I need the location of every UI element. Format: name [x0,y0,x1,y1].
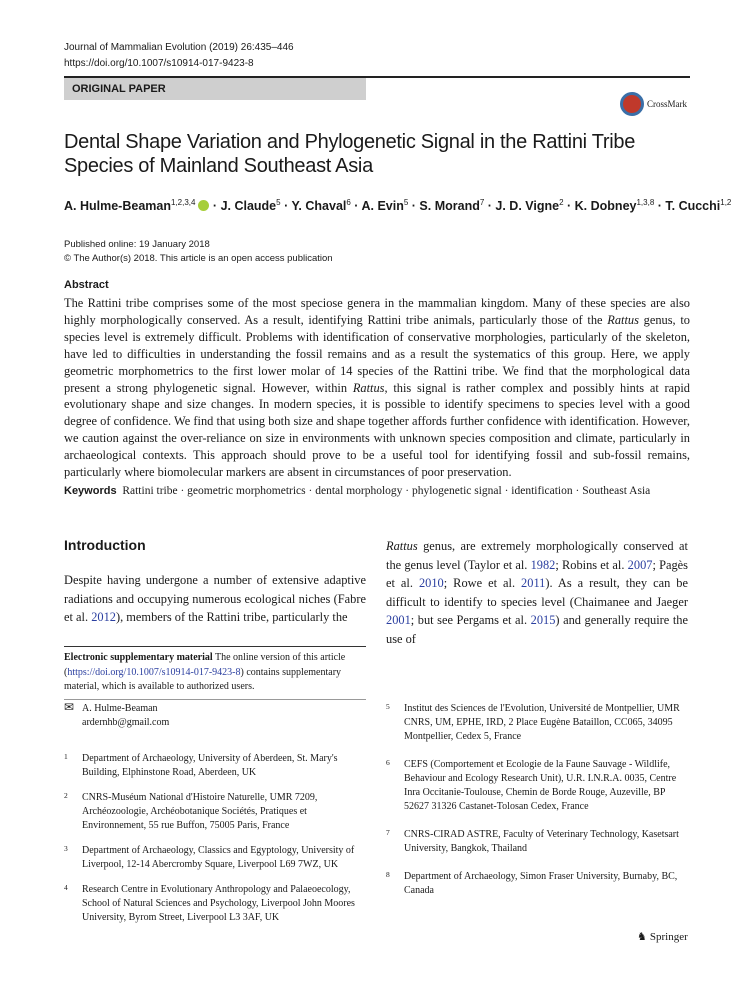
affiliation-number: 5 [386,702,390,711]
author-separator: · [484,199,496,214]
author-separator: · [209,199,221,214]
citation-link[interactable]: 1982 [530,557,556,572]
copyright-text: The Author(s) 2018. This article is an open access publication [73,253,333,264]
affiliation-text: CNRS-CIRAD ASTRE, Faculty of Veterinary Technology, Kasetsart University, Bangkok, Thailand [404,829,679,854]
author-separator: · [654,199,666,214]
affiliation-number: 6 [386,758,390,767]
supplementary-link[interactable]: https://doi.org/10.1007/s10914-017-9423-8 [67,666,241,678]
author-affiliation: 2 [559,198,564,207]
author-name[interactable]: A. Evin [361,199,404,214]
affiliation-number: 8 [386,870,390,879]
keywords [64,485,704,497]
intro-left-column: Despite having undergone a number of extensive adaptive radiations and occupying numerous ecological niches (Fabre et al. 2012), members of the Rattini tribe, particularly the [64,573,366,624]
intro-right-column: Rattus genus, are extremely morphologically conserved at the genus level (Taylor et al. 1982; Robins et al. 2007; Pagès et al. 2010; Rowe et al. 2011). As a result, they can be difficult to identify to species level (Chaimanee and Jaeger 2001; but see Pergams et al. 2015) and generally require the use of [386,539,688,646]
affiliation-text: Department of Archaeology, Classics and Egyptology, University of Liverpool, 12-14 Abercromby Square, Liverpool L69 7WZ, UK [82,845,355,870]
section-label: ORIGINAL PAPER [64,78,366,100]
corresponding-author: ✉ A. Hulme-Beaman ardernhb@gmail.com [64,700,170,728]
doi-link[interactable]: https://doi.org/10.1007/s10914-017-9423-8 [64,58,254,69]
author-name[interactable]: J. Claude [220,199,277,214]
citation-link[interactable]: 2015 [530,613,556,627]
affiliations-right [386,702,688,912]
author-affiliation: 1,3,8 [636,198,655,207]
author-separator: · [280,199,292,214]
affiliation [386,758,688,814]
affiliation-number: 3 [64,844,68,853]
affiliation [64,883,366,925]
affiliation-text: Institut des Sciences de l'Evolution, Université de Montpellier, UMR CNRS, UM, EPHE, IRD, 2 Place Eugène Bataillon, CC065, 34095 Montpellier, Cedex 5, France [404,703,680,742]
publication-info [64,238,333,266]
affiliation [64,791,366,833]
published-date: Published online: 19 January 2018 [64,239,210,250]
affiliation-text: Research Centre in Evolutionary Anthropology and Palaeoecology, School of Natural Sciences and Psychology, Liverpool John Moores University, Byrom Street, Liverpool L3 3AF, UK [82,884,355,923]
affiliation-number: 4 [64,883,68,892]
journal-citation: Journal of Mammalian Evolution (2019) 26:435–446 [64,42,294,53]
affiliation [386,828,688,856]
publisher-logo: ♞ Springer [637,930,688,943]
affiliation-text: Department of Archaeology, Simon Fraser University, Burnaby, BC, Canada [404,871,678,896]
crossmark-label: CrossMark [647,99,687,109]
affiliation-number: 2 [64,791,68,800]
author-name[interactable]: S. Morand [419,199,480,214]
author-name[interactable]: Y. Chaval [291,199,347,214]
envelope-icon: ✉ [64,700,75,714]
author-separator: · [350,199,362,214]
affiliation-text: Department of Archaeology, University of Aberdeen, St. Mary's Building, Elphinstone Road, Aberdeen, UK [82,753,338,778]
paper-title: Dental Shape Variation and Phylogenetic Signal in the Rattini Tribe Species of Mainland Southeast Asia [64,131,636,177]
author-affiliation: 5 [403,198,409,207]
affiliation-text: CEFS (Comportement et Ecologie de la Faune Sauvage - Wildlife, Behaviour and Ecology Research Unit), U.R. I.N.R.A. 0035, Centre Inra Occitanie-Toulouse, Chemin de Borde Rouge, Auzeville, BP 52627 31326 Castanet-Tolosan Cedex, France [404,759,677,812]
author-affiliation: 5 [276,198,281,207]
springer-horse-icon: ♞ [637,931,647,943]
introduction-heading: Introduction [64,537,146,553]
abstract-heading: Abstract [64,279,109,291]
affiliation [64,752,366,780]
author-affiliation: 1,2,3,4 [170,198,196,207]
keywords-label: Keywords [64,485,117,497]
citation-link[interactable]: 2012 [91,610,116,624]
citation-link[interactable]: 2007 [627,557,653,572]
copyright-icon: © [64,253,71,264]
email-link[interactable]: ardernhb@gmail.com [82,717,170,728]
abstract-text: The Rattini tribe comprises some of the most speciose genera in the mammalian kingdom. Many of these species are also highly morphologically conserved. As a result, identifying Rattini tribe animals, particularly those of the Rattus genus, to species level is extremely difficult. Problems with identification of conservative morphologies, particularly of the skeleton, have led to difficulties in understanding the fossil remains and as a result the systematics of this group. Here, we apply geometric morphometrics to the first lower molar of 14 species of the Rattini tribe. We find that the morphological data present a strong phylogenetic signal. However, within Rattus, this signal is rather complex and possibly hints at rapid evolutionary shape and size changes. In modern species, it is possible to identify specimens to species level with a good degree of confidence. We find that using both size and shape together affords further confidence with identification. However, we caution against the over-reliance on size in environments with unknown species composition and climate, particularly in archaeological contexts. This approach should prove to be a useful tool for identifying fossil and sub-fossil remains, particularly where biomolecular markers are absent in circumstances of poor preservation. [64,296,690,480]
author-affiliation: 1,2 [720,198,732,207]
affiliation-text: CNRS-Muséum National d'Histoire Naturelle, UMR 7209, Archéozoologie, Archéobotanique Sociétés, Pratiques et Environnement, 55 rue Buffon, 75005 Paris, France [82,792,318,831]
affiliation [386,870,688,898]
citation-link[interactable]: 2010 [418,576,444,590]
author-name[interactable]: T. Cucchi [665,199,721,214]
crossmark-button[interactable] [620,92,687,116]
supplementary-note: Electronic supplementary material The online version of this article (https://doi.org/10.1007/s10914-017-9423-8) contains supplementary material, which is available to authorized users. [64,646,366,700]
author-list [64,198,731,213]
crossmark-icon [620,92,644,116]
citation-link[interactable]: 2011 [521,576,546,590]
affiliation [386,702,688,744]
author-name[interactable]: A. Hulme-Beaman [64,199,171,214]
author-affiliation: 7 [479,198,485,207]
affiliation-number: 7 [386,828,390,837]
author-name[interactable]: J. D. Vigne [495,199,560,214]
journal-header [64,40,294,72]
author-separator: · [563,199,575,214]
keywords-list: Rattini tribe · geometric morphometrics · dental morphology · phylogenetic signal · identification · Southeast Asia [122,485,651,497]
orcid-icon[interactable] [198,200,209,211]
affiliations-left [64,752,366,936]
author-separator: · [408,199,420,214]
affiliation [64,844,366,872]
citation-link[interactable]: 2001 [386,613,411,627]
author-name[interactable]: K. Dobney [574,199,637,214]
affiliation-number: 1 [64,752,68,761]
author-affiliation: 6 [346,198,351,207]
